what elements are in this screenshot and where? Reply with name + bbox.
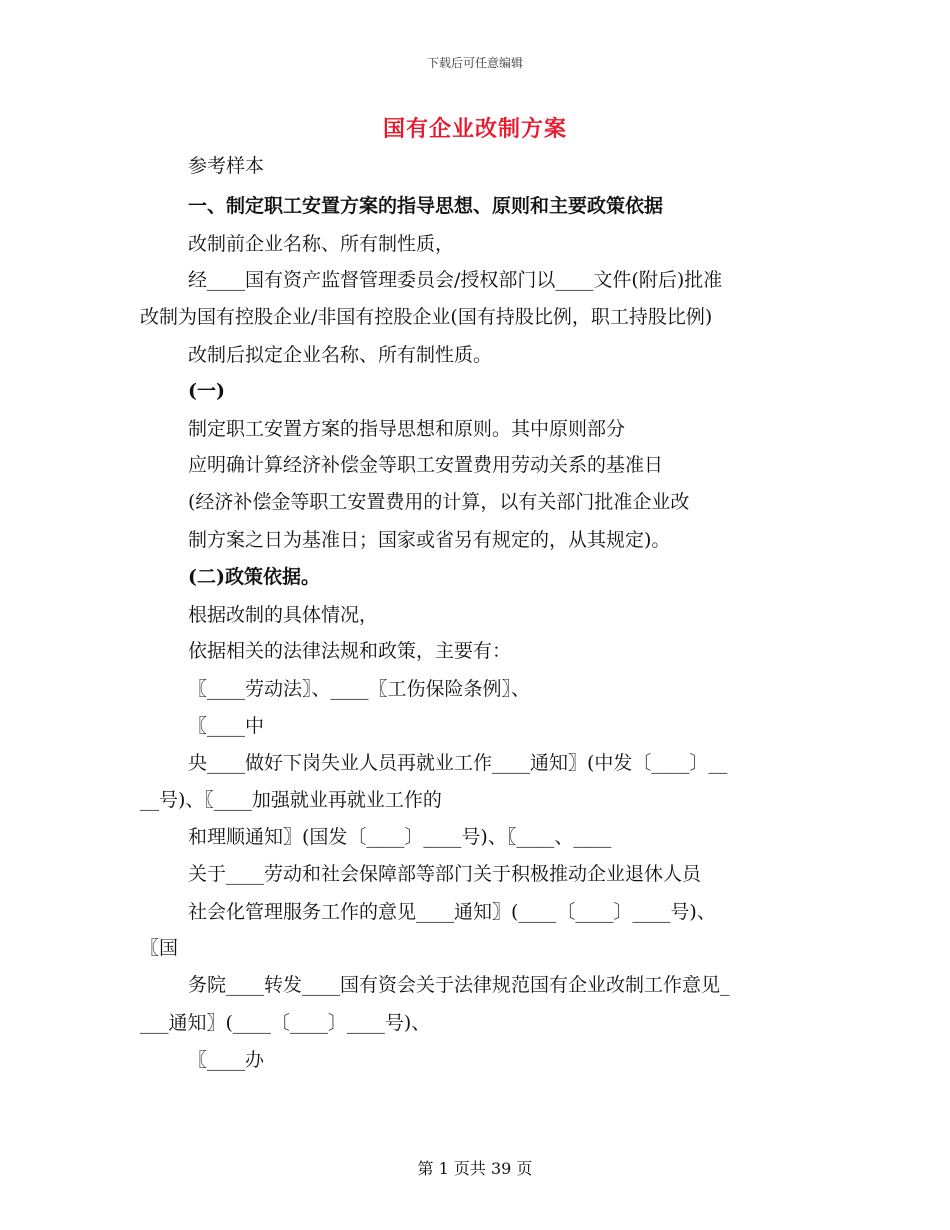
- body-line: 经____国有资产监督管理委员会/授权部门以____文件(附后)批准: [188, 269, 723, 291]
- body-line: 和理顺通知〗(国发〔____〕____号)、〖____、____: [188, 826, 612, 848]
- body-line: (经济补偿金等职工安置费用的计算，以有关部门批准企业改: [188, 491, 690, 513]
- body-line: 〖国: [140, 937, 179, 959]
- body-line: 改制为国有控股企业/非国有控股企业(国有持股比例，职工持股比例): [140, 306, 713, 328]
- page-header: 下载后可任意编辑: [426, 56, 523, 70]
- page-footer: 第 1 页共 39 页: [417, 1159, 533, 1178]
- body-line: 务院____转发____国有资会关于法律规范国有企业改制工作意见_: [188, 974, 730, 996]
- document-title: 国有企业改制方案: [382, 116, 567, 142]
- body-line: 〖____办: [188, 1049, 265, 1071]
- body-line: 改制后拟定企业名称、所有制性质。: [188, 344, 493, 366]
- body-line: 制方案之日为基准日；国家或省另有规定的，从其规定)。: [188, 529, 671, 551]
- body-line: 央____做好下岗失业人员再就业工作____通知〗(中发〔____〕__: [188, 752, 728, 774]
- body-line: __号)、〖____加强就业再就业工作的: [140, 789, 442, 811]
- body-line: 根据改制的具体情况，: [188, 604, 379, 626]
- body-line: 社会化管理服务工作的意见____通知〗(____〔____〕____号)、: [188, 901, 716, 923]
- section-heading-1: 一、制定职工安置方案的指导思想、原则和主要政策依据: [188, 195, 664, 217]
- body-line: 关于____劳动和社会保障部等部门关于积极推动企业退休人员: [188, 863, 702, 885]
- body-line: 〖____劳动法〗、____〖工伤保险条例〗、: [188, 678, 531, 700]
- body-line: 应明确计算经济补偿金等职工安置费用劳动关系的基准日: [188, 454, 664, 476]
- body-line: ___通知〗(____〔____〕____号)、: [140, 1012, 431, 1034]
- body-line: 改制前企业名称、所有制性质，: [188, 233, 455, 255]
- body-line: 〖____中: [188, 715, 265, 737]
- body-line: 依据相关的法律法规和政策，主要有：: [188, 640, 512, 662]
- sample-label: 参考样本: [188, 155, 265, 177]
- body-line: 制定职工安置方案的指导思想和原则。其中原则部分: [188, 418, 626, 440]
- subsection-heading-1: (一): [188, 380, 225, 402]
- subsection-heading-2: (二)政策依据。: [188, 566, 320, 588]
